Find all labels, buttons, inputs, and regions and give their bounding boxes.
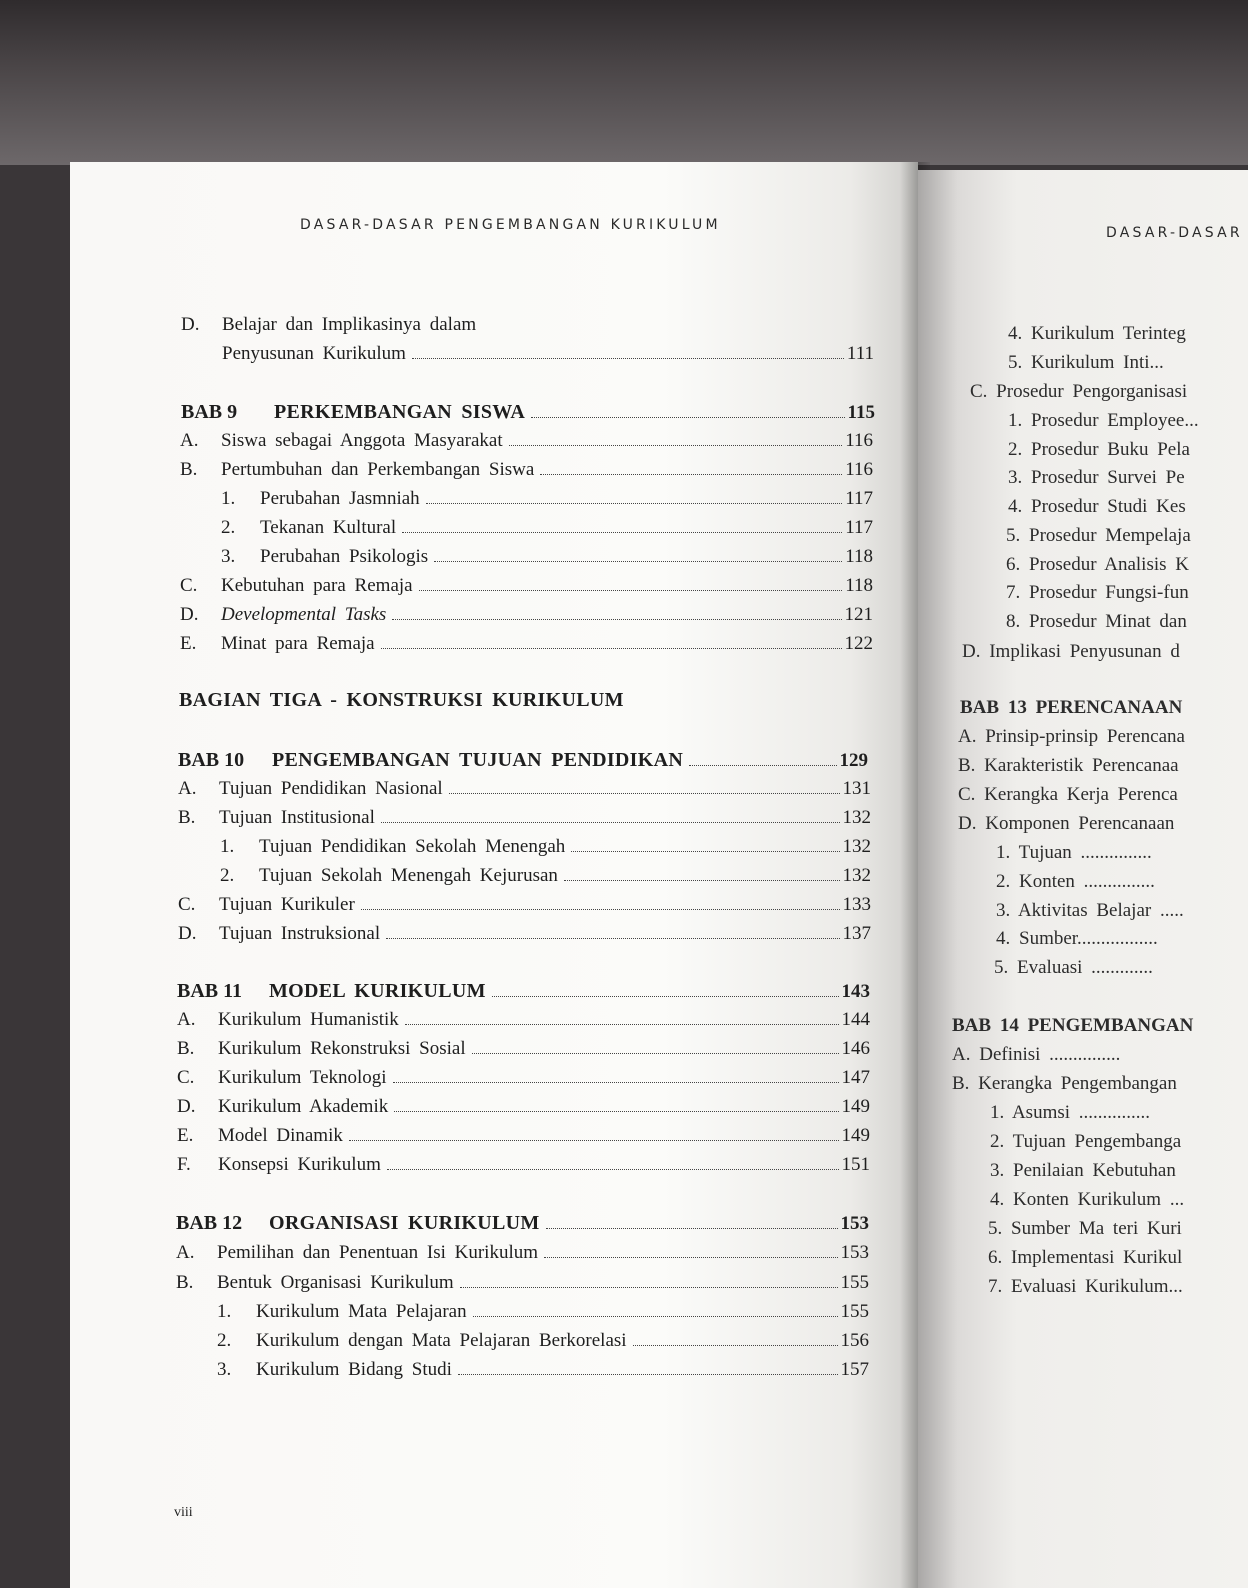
entry-text: Tujuan Kurikuler xyxy=(219,894,355,915)
toc-entry xyxy=(178,892,871,918)
entry-label: D. xyxy=(178,923,197,944)
entry-page: 117 xyxy=(845,488,873,509)
toc-subentry xyxy=(217,1299,869,1325)
toc-entry xyxy=(176,1240,869,1266)
dot-leader xyxy=(419,589,843,591)
entry-page: 118 xyxy=(845,575,873,596)
entry-label: B. xyxy=(180,459,198,480)
entry-page: 155 xyxy=(840,1301,869,1322)
toc-chapter xyxy=(176,1210,869,1236)
entry-text: Kurikulum Rekonstruksi Sosial xyxy=(218,1038,466,1059)
entry-page: 132 xyxy=(842,836,871,857)
entry-text: Tujuan Instruksional xyxy=(219,923,381,944)
toc-entry xyxy=(177,1094,870,1120)
chapter-title: PERKEMBANGAN SISWA xyxy=(274,401,526,423)
toc-entry: D. Komponen Perencanaan xyxy=(958,813,1175,834)
toc-entry: A. Definisi ............... xyxy=(952,1044,1121,1065)
toc-entry xyxy=(177,1152,870,1178)
entry-text: Kurikulum Akademik xyxy=(218,1096,389,1117)
entry-label: D. xyxy=(177,1096,196,1117)
entry-page: 144 xyxy=(841,1009,870,1030)
toc-entry: 1. Asumsi ............... xyxy=(990,1102,1151,1123)
toc-entry: 4. Sumber................. xyxy=(996,928,1158,949)
entry-page: 129 xyxy=(839,750,868,771)
entry-text: Kurikulum Mata Pelajaran xyxy=(256,1301,467,1322)
entry-page: 149 xyxy=(841,1125,870,1146)
right-page xyxy=(918,170,1248,1588)
toc-subentry xyxy=(217,1328,869,1354)
dot-leader xyxy=(387,1168,839,1170)
chapter-title: MODEL KURIKULUM xyxy=(269,980,486,1002)
toc-entry xyxy=(181,341,874,367)
entry-page: 151 xyxy=(841,1154,870,1175)
entry-page: 116 xyxy=(845,430,873,451)
dot-leader xyxy=(412,357,844,359)
entry-page: 116 xyxy=(845,459,873,480)
toc-entry xyxy=(176,1270,869,1296)
toc-subentry xyxy=(220,863,871,889)
entry-label: F. xyxy=(177,1154,191,1175)
toc-entry: C. Kerangka Kerja Perenca xyxy=(958,784,1178,805)
toc-entry: 5. Prosedur Mempelaja xyxy=(1006,525,1191,546)
dot-leader xyxy=(460,1286,838,1288)
entry-label: 3. xyxy=(217,1359,232,1380)
toc-entry: 7. Prosedur Fungsi-fun xyxy=(1006,582,1189,603)
entry-label: E. xyxy=(177,1125,194,1146)
entry-text: Kurikulum dengan Mata Pelajaran Berkorelasi xyxy=(256,1330,627,1351)
dot-leader xyxy=(689,764,836,766)
toc-chapter xyxy=(178,747,868,773)
left-page xyxy=(70,162,918,1588)
chapter-label: BAB 10 xyxy=(178,749,245,771)
entry-page: 143 xyxy=(841,981,870,1002)
entry-page: 153 xyxy=(840,1213,869,1234)
entry-page: 131 xyxy=(842,778,871,799)
toc-entry: 1. Tujuan ............... xyxy=(996,842,1152,863)
entry-text: Minat para Remaja xyxy=(221,633,375,654)
toc-entry: 5. Evaluasi ............. xyxy=(994,957,1153,978)
entry-page: 153 xyxy=(840,1242,869,1263)
entry-page: 132 xyxy=(842,807,871,828)
dot-leader xyxy=(492,995,839,997)
dot-leader xyxy=(349,1139,839,1141)
dot-leader xyxy=(402,531,842,533)
toc-entry: C. Prosedur Pengorganisasi xyxy=(970,381,1188,402)
entry-label: 1. xyxy=(221,488,236,509)
entry-text: Perubahan Psikologis xyxy=(260,546,429,567)
dot-leader xyxy=(393,1081,839,1083)
toc-entry xyxy=(180,602,873,628)
toc-subentry xyxy=(221,544,873,570)
entry-page: 157 xyxy=(840,1359,869,1380)
entry-label: A. xyxy=(176,1242,195,1263)
dot-leader xyxy=(564,879,840,881)
entry-page: 122 xyxy=(844,633,873,654)
entry-text: Tujuan Institusional xyxy=(219,807,375,828)
dot-leader xyxy=(546,1227,838,1229)
toc-entry xyxy=(180,428,873,454)
dot-leader xyxy=(458,1373,838,1375)
dot-leader xyxy=(449,792,840,794)
entry-page: 121 xyxy=(844,604,873,625)
dot-leader xyxy=(386,937,839,939)
toc-entry: 1. Prosedur Employee... xyxy=(1008,410,1199,431)
toc-entry: 5. Kurikulum Inti... xyxy=(1008,352,1164,373)
entry-label: B. xyxy=(176,1272,194,1293)
chapter-label: BAB 9 xyxy=(181,401,238,423)
dot-leader xyxy=(361,908,840,910)
running-head: DASAR-DASAR xyxy=(1106,225,1243,241)
entry-page: 137 xyxy=(842,923,871,944)
entry-page: 115 xyxy=(847,402,875,423)
toc-entry xyxy=(178,805,871,831)
entry-page: 149 xyxy=(841,1096,870,1117)
toc-entry: 4. Prosedur Studi Kes xyxy=(1008,496,1186,517)
entry-label: 1. xyxy=(217,1301,232,1322)
dot-leader xyxy=(540,473,842,475)
entry-text: Belajar dan Implikasinya dalam xyxy=(222,314,477,335)
toc-entry: 3. Aktivitas Belajar ..... xyxy=(996,900,1184,921)
toc-entry: 6. Prosedur Analisis K xyxy=(1006,554,1189,575)
part-heading xyxy=(179,687,779,713)
toc-entry: 3. Prosedur Survei Pe xyxy=(1008,467,1185,488)
entry-text: Pemilihan dan Penentuan Isi Kurikulum xyxy=(217,1242,539,1263)
toc-entry: B. Karakteristik Perencanaa xyxy=(958,755,1179,776)
entry-label: A. xyxy=(180,430,199,451)
toc-subentry xyxy=(220,834,871,860)
entry-page: 132 xyxy=(842,865,871,886)
entry-text: Penyusunan Kurikulum xyxy=(222,343,406,364)
entry-text: Kurikulum Humanistik xyxy=(218,1009,399,1030)
running-head: DASAR-DASAR PENGEMBANGAN KURIKULUM xyxy=(300,217,721,233)
toc-entry: 4. Kurikulum Terinteg xyxy=(1008,323,1186,344)
entry-label: C. xyxy=(178,894,196,915)
entry-page: 156 xyxy=(840,1330,869,1351)
entry-label: 1. xyxy=(220,836,235,857)
chapter-title: ORGANISASI KURIKULUM xyxy=(269,1212,540,1234)
entry-text: Kurikulum Teknologi xyxy=(218,1067,387,1088)
entry-text: Bentuk Organisasi Kurikulum xyxy=(217,1272,454,1293)
entry-text: Model Dinamik xyxy=(218,1125,343,1146)
page-number: viii xyxy=(174,1505,193,1520)
dot-leader xyxy=(381,821,840,823)
entry-text: Kebutuhan para Remaja xyxy=(221,575,413,596)
toc-entry: 8. Prosedur Minat dan xyxy=(1006,611,1187,632)
dot-leader xyxy=(394,1110,838,1112)
toc-entry: 2. Konten ............... xyxy=(996,871,1155,892)
dot-leader xyxy=(392,618,841,620)
entry-page: 111 xyxy=(846,343,874,364)
entry-label: 2. xyxy=(217,1330,232,1351)
toc-entry: 7. Evaluasi Kurikulum... xyxy=(988,1276,1183,1297)
toc-entry: B. Kerangka Pengembangan xyxy=(952,1073,1177,1094)
toc-entry: 2. Prosedur Buku Pela xyxy=(1008,439,1190,460)
entry-page: 133 xyxy=(842,894,871,915)
entry-label: 2. xyxy=(221,517,236,538)
entry-text: Tujuan Pendidikan Nasional xyxy=(219,778,443,799)
entry-text: Siswa sebagai Anggota Masyarakat xyxy=(221,430,503,451)
toc-subentry xyxy=(221,515,873,541)
entry-text: Tujuan Pendidikan Sekolah Menengah xyxy=(259,836,566,857)
entry-page: 147 xyxy=(841,1067,870,1088)
toc-entry xyxy=(177,1007,870,1033)
entry-text: Tujuan Sekolah Menengah Kejurusan xyxy=(259,865,558,886)
toc-subentry xyxy=(221,486,873,512)
entry-label: B. xyxy=(177,1038,195,1059)
toc-subentry xyxy=(217,1357,869,1383)
toc-chapter: BAB 14 PENGEMBANGAN xyxy=(952,1015,1194,1036)
dot-leader xyxy=(509,444,843,446)
chapter-label: BAB 11 xyxy=(177,980,243,1002)
toc-entry xyxy=(180,631,873,657)
entry-label: E. xyxy=(180,633,197,654)
entry-text: Kurikulum Bidang Studi xyxy=(256,1359,452,1380)
entry-label: D. xyxy=(180,604,199,625)
entry-page: 155 xyxy=(840,1272,869,1293)
entry-page: 146 xyxy=(841,1038,870,1059)
toc-entry: A. Prinsip-prinsip Perencana xyxy=(958,726,1185,747)
chapter-title: PENGEMBANGAN TUJUAN PENDIDIKAN xyxy=(272,749,684,771)
entry-label: B. xyxy=(178,807,196,828)
dot-leader xyxy=(405,1023,839,1025)
entry-text: Developmental Tasks xyxy=(221,604,387,625)
entry-label: 3. xyxy=(221,546,236,567)
entry-label: C. xyxy=(177,1067,195,1088)
dot-leader xyxy=(544,1256,837,1258)
toc-entry: D. Implikasi Penyusunan d xyxy=(962,641,1180,662)
toc-entry xyxy=(180,457,873,483)
dot-leader xyxy=(571,850,839,852)
entry-label: D. xyxy=(181,314,200,335)
entry-text: Perubahan Jasmniah xyxy=(260,488,420,509)
dot-leader xyxy=(426,502,843,504)
entry-text: Pertumbuhan dan Perkembangan Siswa xyxy=(221,459,535,480)
entry-label: C. xyxy=(180,575,198,596)
background-top xyxy=(0,0,1248,165)
toc-chapter xyxy=(181,399,875,425)
dot-leader xyxy=(633,1344,838,1346)
toc-entry xyxy=(178,921,871,947)
entry-text: Tekanan Kultural xyxy=(260,517,397,538)
toc-entry: 2. Tujuan Pengembanga xyxy=(990,1131,1182,1152)
toc-entry xyxy=(181,312,871,338)
entry-label: A. xyxy=(178,778,197,799)
entry-page: 117 xyxy=(845,517,873,538)
entry-page: 118 xyxy=(845,546,873,567)
toc-chapter xyxy=(177,978,870,1004)
part-title: BAGIAN TIGA - KONSTRUKSI KURIKULUM xyxy=(179,689,624,711)
toc-entry: 5. Sumber Ma teri Kuri xyxy=(988,1218,1182,1239)
dot-leader xyxy=(473,1315,838,1317)
toc-entry: 6. Implementasi Kurikul xyxy=(988,1247,1183,1268)
toc-entry: 4. Konten Kurikulum ... xyxy=(990,1189,1185,1210)
toc-entry xyxy=(177,1065,870,1091)
entry-label: 2. xyxy=(220,865,235,886)
entry-text: Konsepsi Kurikulum xyxy=(218,1154,381,1175)
dot-leader xyxy=(434,560,842,562)
toc-entry: 3. Penilaian Kebutuhan xyxy=(990,1160,1176,1181)
toc-chapter: BAB 13 PERENCANAAN xyxy=(960,697,1183,718)
dot-leader xyxy=(472,1052,839,1054)
toc-entry xyxy=(177,1036,870,1062)
dot-leader xyxy=(531,416,844,418)
dot-leader xyxy=(381,647,842,649)
toc-entry xyxy=(177,1123,870,1149)
chapter-label: BAB 12 xyxy=(176,1212,243,1234)
toc-entry xyxy=(178,776,871,802)
entry-label: A. xyxy=(177,1009,196,1030)
toc-entry xyxy=(180,573,873,599)
